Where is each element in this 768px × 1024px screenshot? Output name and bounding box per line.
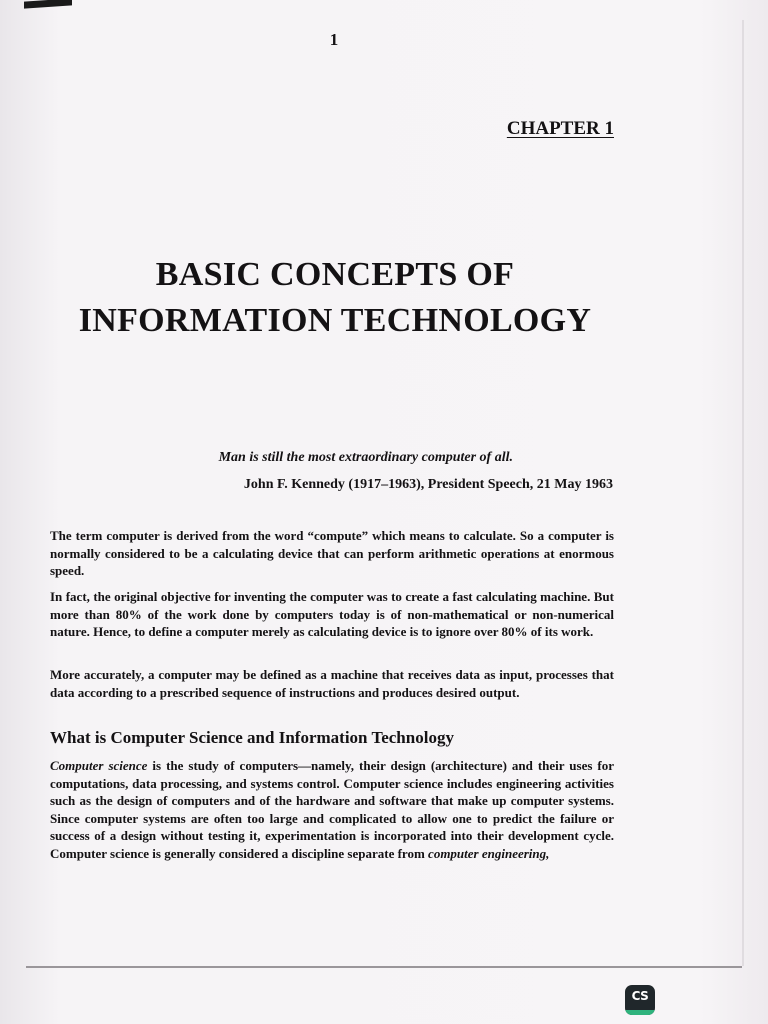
- chapter-title: [40, 252, 630, 344]
- chapter-title-line-1: BASIC CONCEPTS OF: [155, 256, 515, 293]
- paragraph-accurate-definition: More accurately, a computer may be defined as a machine that receives data as input, processes that data according to a prescribed sequence of instructions and produces desired output.: [50, 667, 614, 700]
- page-right-edge: [742, 20, 744, 966]
- camscanner-logo-icon: [625, 985, 655, 1015]
- term-computer-science: Computer science: [50, 758, 148, 773]
- camscanner-logo-text: CS: [631, 989, 649, 1003]
- computer-science-text: is the study of computers—namely, their design (architecture) and their uses for computations, data processing, and systems control. Computer science includes engineering activities such as the design of computers and of the hardware and software that make up computer systems. Since computer systems are often too large and complicated to allow one to predict the failure or success of a design without testing it, experimentation is incorporated into their development cycle. Computer science is generally considered a discipline separate from: [50, 758, 615, 861]
- paragraph-computer-science: [50, 757, 614, 862]
- term-computer-engineering: computer engineering,: [428, 845, 550, 861]
- page-bottom-edge: [26, 966, 742, 968]
- paragraph-original-objective: In fact, the original objective for inventing the computer was to create a fast calculating machine. But more than 80% of the work done by computers today is of non-mathematical or non-numerical nature. Hence, to define a computer merely as calculating device is to ignore over 80% of its work.: [50, 589, 614, 639]
- chapter-label: CHAPTER 1: [506, 118, 614, 139]
- epigraph-attribution: John F. Kennedy (1917–1963), President Speech, 21 May 1963: [243, 477, 613, 492]
- paragraph-computer-definition: The term computer is derived from the word “compute” which means to calculate. So a computer is normally considered to be a calculating device that can perform arithmetic operations at enormous speed.: [50, 528, 614, 578]
- section-heading: What is Computer Science and Information Technology: [50, 728, 454, 747]
- epigraph-quote: Man is still the most extraordinary computer of all.: [218, 450, 513, 465]
- page-number: 1: [329, 30, 339, 49]
- camscanner-logo-stripe: [625, 1010, 655, 1015]
- chapter-title-line-2: INFORMATION TECHNOLOGY: [78, 302, 592, 339]
